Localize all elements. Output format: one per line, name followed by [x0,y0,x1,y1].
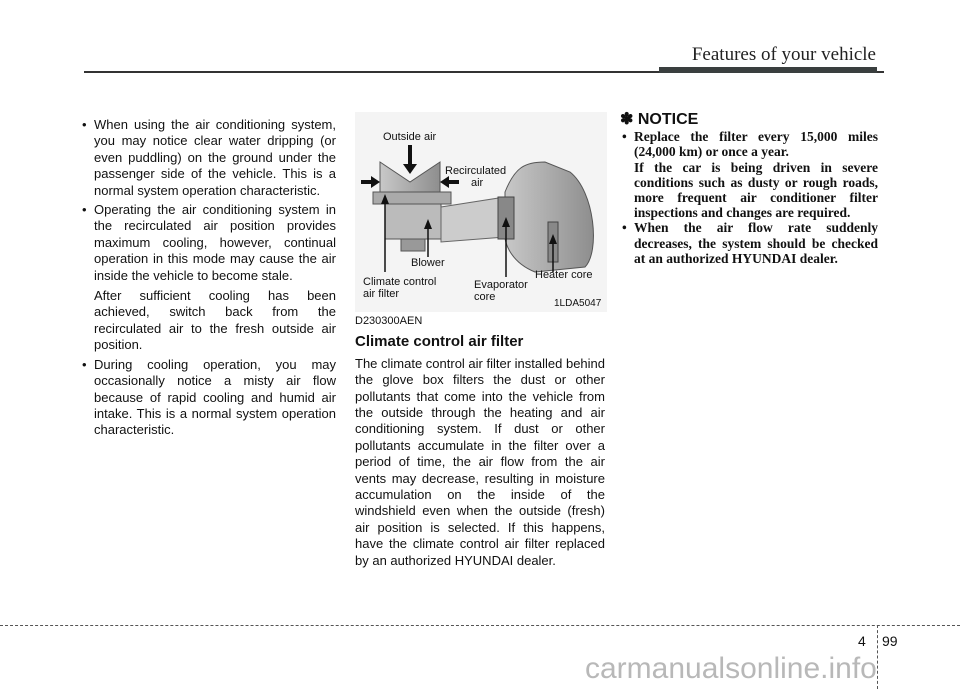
notice-item-continued: If the car is being driven in severe conditions such as dusty or rough roads, more frequent air conditioner filter inspections and changes are required. [634,159,878,221]
label-blower: Blower [411,257,445,269]
label-recirculated-air: air [471,177,484,189]
label-filter: Climate control [363,276,437,288]
label-evaporator-2: core [474,291,496,303]
notice-item: • When the air flow rate suddenly decreases, the system should be checked at an authorized HYUNDAI dealer. [620,220,878,266]
label-heater-core: Heater core [535,269,593,281]
notice-item: • Replace the filter every 15,000 miles (24,000 km) or once a year. [620,129,878,159]
air-filter-diagram [355,112,607,312]
figure-code: 1LDA5047 [554,298,602,309]
middle-column [355,313,605,569]
bullet-item: • During cooling operation, you may occasionally notice a misty air flow because of rapid cooling and humid air intake. This is a normal system operation characteristic. [80,357,336,439]
notice-box [620,112,878,266]
footer-rule [0,625,960,626]
bullet-item: • Operating the air conditioning system in the recirculated air position provides maximum cooling, however, continual operation in this mode may cause the air inside the vehicle to become stale. [80,202,336,284]
indent-paragraph: After sufficient cooling has been achieved, switch back from the recirculated air to the fresh outside air position. [94,288,336,353]
chapter-number: 4 [858,633,866,649]
section-body: The climate control air filter installed behind the glove box filters the dust or other pollutants that come into the vehicle from the outside through the heating and air conditioning system. If dust or other pollutants accumulate in the filter over a period of time, the air flow from the air vents may decrease, resulting in moisture accumulation on the inside of the windshield even when the outside (fresh) air position is selected. If this happens, have the climate control air filter replaced by an authorized HYUNDAI dealer. [355,355,606,568]
left-column [80,117,336,442]
section-title: Climate control air filter [355,333,524,351]
section-code: D230300AEN [355,315,423,327]
label-filter-2: air filter [363,288,400,300]
footer-divider [877,625,878,689]
label-outside-air: Outside air [383,131,437,143]
label-evaporator: Evaporator [474,279,528,291]
bullet-item: • When using the air conditioning system, you may notice clear water dripping (or even puddling) on the ground under the passenger side of the vehicle. This is a normal system operation characteristic. [80,117,336,199]
watermark: carmanualsonline.info [585,652,877,685]
page-number: 99 [882,633,898,649]
notice-title: ✽ NOTICE [620,111,699,128]
header-bar [659,67,877,73]
section-header: Features of your vehicle [691,44,876,65]
label-recirculated: Recirculated [445,165,507,177]
